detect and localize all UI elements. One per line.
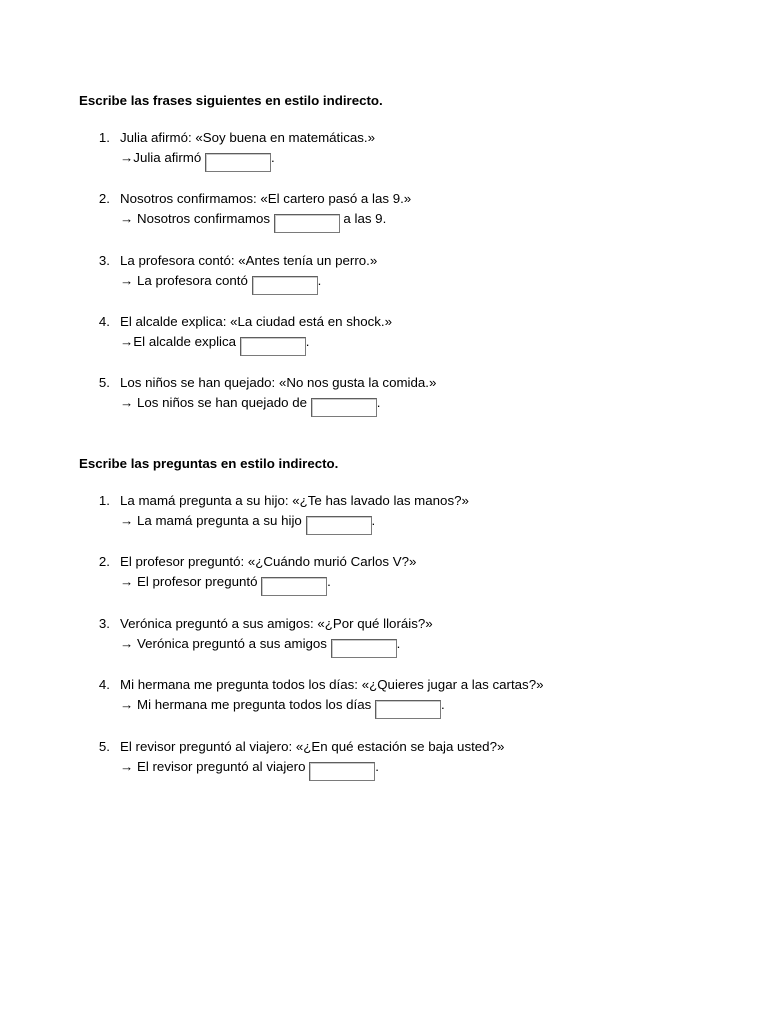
item-number: 1.: [98, 493, 110, 508]
answer-after: .: [371, 513, 376, 528]
answer-line: [120, 571, 331, 590]
answer-after: .: [396, 636, 401, 651]
answer-input-box[interactable]: [274, 214, 340, 233]
item-number: 5.: [98, 739, 110, 754]
answer-after: .: [375, 759, 379, 774]
answer-blank: [375, 694, 441, 709]
answer-input-box[interactable]: [252, 276, 318, 295]
answer-line: [120, 392, 380, 411]
answer-input-box[interactable]: [306, 516, 372, 535]
answer-prefix: → Verónica preguntó a sus amigos: [120, 636, 331, 651]
answer-line: [120, 147, 275, 166]
answer-input-box[interactable]: [240, 337, 306, 356]
answer-prefix: → El revisor preguntó al viajero: [120, 759, 310, 774]
item-number: 3.: [98, 616, 110, 631]
answer-prefix: → Los niños se han quejado de: [120, 395, 311, 410]
answer-blank: [274, 208, 340, 223]
answer-blank: [309, 756, 375, 771]
answer-blank: [331, 633, 397, 648]
answer-trailing: a las 9.: [339, 211, 387, 226]
item-number: 5.: [98, 375, 110, 390]
answer-input-box[interactable]: [331, 639, 397, 658]
item-number: 2.: [98, 191, 110, 206]
answer-blank: [240, 331, 306, 346]
answer-line: [120, 208, 386, 227]
item-prompt: El alcalde explica: «La ciudad está en shock.»: [120, 314, 393, 329]
answer-line: [120, 270, 321, 289]
item-prompt: Verónica preguntó a sus amigos: «¿Por qué lloráis?»: [120, 616, 433, 631]
answer-blank: [205, 147, 271, 162]
answer-after: .: [305, 334, 310, 349]
answer-input-box[interactable]: [311, 398, 377, 417]
answer-blank: [311, 392, 377, 407]
answer-prefix: → La mamá pregunta a su hijo: [120, 513, 306, 528]
item-prompt: El profesor preguntó: «¿Cuándo murió Carlos V?»: [120, 554, 417, 569]
answer-input-box[interactable]: [261, 577, 327, 596]
answer-after: .: [376, 395, 381, 410]
answer-line: [120, 331, 309, 350]
item-number: 4.: [98, 314, 110, 329]
answer-blank: [252, 270, 318, 285]
item-prompt: El revisor preguntó al viajero: «¿En qué estación se baja usted?»: [120, 739, 505, 754]
answer-line: [120, 694, 445, 713]
answer-input-box[interactable]: [205, 153, 271, 172]
answer-prefix: →Julia afirmó: [120, 150, 205, 165]
answer-after: .: [441, 697, 445, 712]
answer-after: .: [327, 574, 331, 589]
answer-line: [120, 756, 379, 775]
answer-prefix: →El alcalde explica: [120, 334, 240, 349]
item-number: 1.: [98, 130, 110, 145]
item-prompt: Los niños se han quejado: «No nos gusta la comida.»: [120, 375, 437, 390]
answer-prefix: → El profesor preguntó: [120, 574, 262, 589]
item-prompt: Mi hermana me pregunta todos los días: «¿Quieres jugar a las cartas?»: [120, 677, 544, 692]
item-prompt: La mamá pregunta a su hijo: «¿Te has lavado las manos?»: [120, 493, 469, 508]
item-number: 3.: [98, 253, 110, 268]
item-prompt: Julia afirmó: «Soy buena en matemáticas.»: [120, 130, 375, 145]
answer-blank: [306, 510, 372, 525]
answer-input-box[interactable]: [375, 700, 441, 719]
answer-line: [120, 633, 400, 652]
item-number: 2.: [98, 554, 110, 569]
section-2-title: Escribe las preguntas en estilo indirecto.: [79, 456, 339, 471]
answer-prefix: → Nosotros confirmamos: [120, 211, 274, 226]
answer-after: .: [270, 150, 275, 165]
answer-input-box[interactable]: [309, 762, 375, 781]
section-1-title: Escribe las frases siguientes en estilo indirecto.: [79, 93, 383, 108]
answer-prefix: → Mi hermana me pregunta todos los días: [120, 697, 375, 712]
answer-after: .: [317, 273, 322, 288]
item-prompt: La profesora contó: «Antes tenía un perro.»: [120, 253, 378, 268]
answer-line: [120, 510, 375, 529]
answer-prefix: → La profesora contó: [120, 273, 252, 288]
item-number: 4.: [98, 677, 110, 692]
item-prompt: Nosotros confirmamos: «El cartero pasó a las 9.»: [120, 191, 412, 206]
answer-blank: [261, 571, 327, 586]
